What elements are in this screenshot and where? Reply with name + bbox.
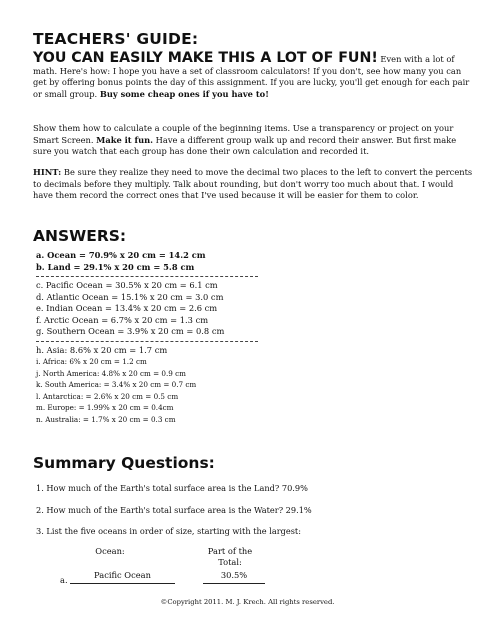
row-a-letter: a. [60, 575, 68, 585]
fun-heading: YOU CAN EASILY MAKE THIS A LOT OF FUN! [33, 50, 378, 66]
summary-question-2: 2. How much of the Earth's total surface area is the Water? 29.1% [36, 505, 312, 515]
hint-paragraph [33, 167, 473, 202]
hint-text: Be sure they realize they need to move the decimal two places to the left to convert the percents to decimals before they multiply. Talk about rounding, but don't worry too much about that. I would have them record the correct ones that I've used because it will be easier for them to color. [33, 167, 473, 200]
dashed-divider [36, 341, 258, 342]
answer-australia: n. Australia: = 1.7% x 20 cm = 0.3 cm [36, 414, 176, 424]
answer-africa: i. Africa: 6% x 20 cm = 1.2 cm [36, 357, 147, 366]
row-a-part-blank: 30.5% [203, 570, 265, 584]
answer-north-america: j. North America: 4.8% x 20 cm = 0.9 cm [36, 368, 186, 378]
summary-question-1: 1. How much of the Earth's total surface area is the Land? 70.9% [36, 483, 308, 493]
answer-atlantic: d. Atlantic Ocean = 15.1% x 20 cm = 3.0 cm [36, 291, 224, 302]
answers-heading: ANSWERS: [33, 227, 127, 245]
answer-land: b. Land = 29.1% x 20 cm = 5.8 cm [36, 261, 195, 272]
answer-antarctica: l. Antarctica: = 2.6% x 20 cm = 0.5 cm [36, 391, 179, 401]
row-a-ocean-blank: Pacific Ocean [70, 570, 175, 584]
summary-question-3: 3. List the five oceans in order of size, starting with the largest: [36, 526, 301, 536]
answer-pacific: c. Pacific Ocean = 30.5% x 20 cm = 6.1 cm [36, 280, 218, 290]
answer-arctic: f. Arctic Ocean = 6.7% x 20 cm = 1.3 cm [36, 314, 209, 325]
fun-paragraph [33, 50, 473, 100]
answer-south-america: k. South America: = 3.4% x 20 cm = 0.7 cm [36, 380, 197, 389]
answer-asia: h. Asia: 8.6% x 20 cm = 1.7 cm [36, 344, 168, 355]
answer-southern: g. Southern Ocean = 3.9% x 20 cm = 0.8 cm [36, 326, 225, 336]
teachers-guide-title: TEACHERS' GUIDE: [33, 30, 199, 48]
ocean-column-label: Ocean: [95, 546, 125, 556]
hint-label: HINT: [33, 167, 62, 177]
show-paragraph [33, 123, 473, 158]
fun-text: Even with a lot of math. Here's how: I hope you have a set of classroom calculators! If you don't, see how many you can get by offering bonus points the day of this assignment. If you are lucky, you'll get enough for each pair or small group. [33, 54, 470, 99]
answer-indian: e. Indian Ocean = 13.4% x 20 cm = 2.6 cm [36, 303, 218, 313]
show-text-1: Show them how to calculate a couple of the beginning items. Use a transparency or project on your Smart Screen. [33, 123, 454, 145]
copyright-footer: ©Copyright 2011. M. J. Krech. All rights reserved. [160, 598, 335, 606]
answer-ocean: a. Ocean = 70.9% x 20 cm = 14.2 cm [36, 250, 206, 260]
answers-list [36, 250, 266, 425]
summary-heading: Summary Questions: [33, 454, 215, 472]
show-text-2: Have a different group walk up and record their answer. But first make sure you watch that each group has done their own calculation and recorded it. [33, 134, 457, 156]
part-column-label-2: Total: [218, 557, 242, 567]
fun-bold-text: Buy some cheap ones if you have to! [99, 88, 269, 99]
show-bold-text: Make it fun. [96, 134, 154, 145]
dashed-divider [36, 276, 258, 277]
part-column-label-1: Part of the [207, 546, 253, 556]
answer-europe: m. Europe: = 1.99% x 20 cm = 0.4cm [36, 403, 174, 412]
